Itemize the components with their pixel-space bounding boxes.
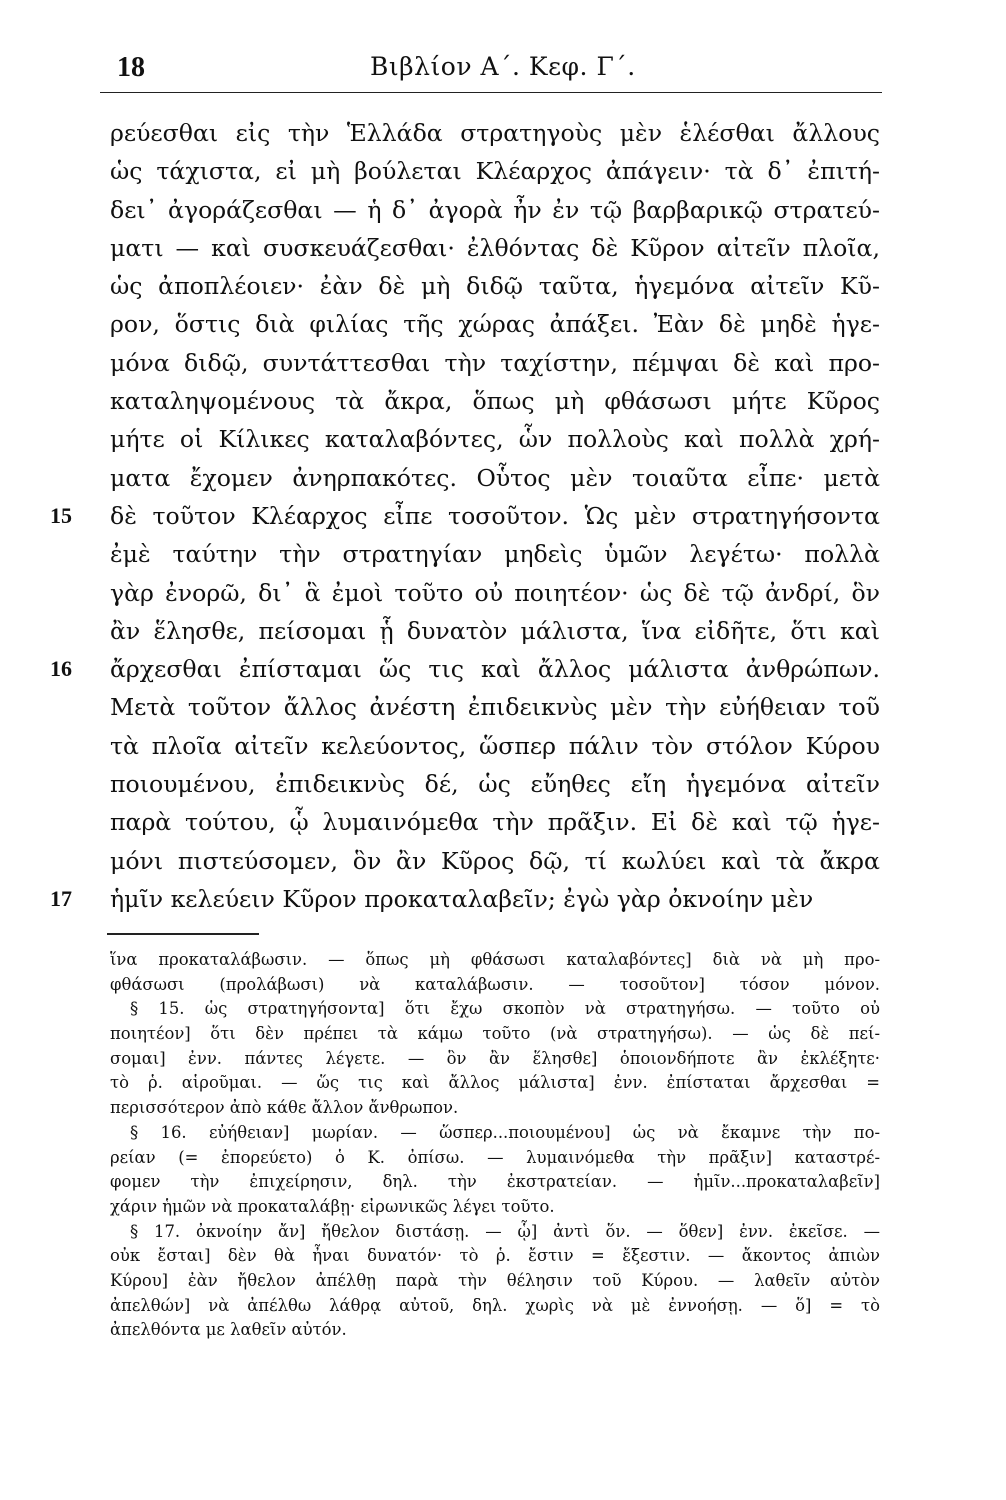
text-line	[110, 114, 880, 152]
text-line	[110, 803, 880, 841]
text-line	[110, 152, 880, 190]
line-text: δει᾽ ἀγοράζεσθαι — ἡ δ᾽ ἀγορὰ ἦν ἐν τῷ βαρβαρικῷ στρατεύ-	[110, 195, 880, 224]
header-rule	[100, 92, 882, 93]
text-line	[110, 382, 880, 420]
running-head	[115, 42, 877, 92]
section-number: 16	[50, 656, 72, 682]
line-text: μόνι πιστεύσομεν, ὃν ἂν Κῦρος δῷ, τί κωλύει καὶ τὰ ἄκρα	[110, 846, 880, 875]
footnotes	[110, 948, 880, 1343]
line-text: ὡς ἀποπλέοιεν· ἐὰν δὲ μὴ διδῷ ταῦτα, ἡγεμόνα αἰτεῖν Κῦ-	[110, 272, 880, 301]
text-line	[110, 574, 880, 612]
running-title: Βιβλίον Α΄. Κεφ. Γ΄.	[370, 52, 636, 81]
text-line	[110, 229, 880, 267]
text-line	[50, 880, 880, 918]
line-text: ποιουμένου, ἐπιδεικνὺς δέ, ὡς εὔηθες εἴη ἡγεμόνα αἰτεῖν	[110, 770, 880, 799]
footnote-line: ρείαν (= ἐπορεύετο) ὁ Κ. ὀπίσω. — λυμαινόμεθα τὴν πρᾶξιν] καταστρέ-	[110, 1147, 880, 1167]
text-line	[110, 727, 880, 765]
line-text: μήτε οἱ Κίλικες καταλαβόντες, ὧν πολλοὺς καὶ πολλὰ χρή-	[110, 425, 880, 454]
text-line	[110, 459, 880, 497]
line-text: μόνα διδῷ, συντάττεσθαι τὴν ταχίστην, πέμψαι δὲ καὶ προ-	[110, 348, 880, 377]
line-text: ρεύεσθαι εἰς τὴν Ἑλλάδα στρατηγοὺς μὲν ἑλέσθαι ἄλλους	[110, 119, 880, 147]
text-line	[110, 191, 880, 229]
footnote-line: φομεν τὴν ἐπιχείρησιν, δηλ. τὴν ἐκστρατείαν. — ἡμῖν...προκαταλαβεῖν]	[110, 1172, 880, 1192]
footnote-line: § 15. ὡς στρατηγήσοντα] ὅτι ἔχω σκοπὸν νὰ στρατηγήσω. — τοῦτο οὐ	[130, 999, 880, 1019]
footnote-rule	[107, 933, 259, 935]
line-text: γὰρ ἐνορῶ, δι᾽ ἃ ἐμοὶ τοῦτο οὐ ποιητέον· ὡς δὲ τῷ ἀνδρί, ὃν	[110, 578, 880, 607]
footnote-line: Κύρου] ἐὰν ἤθελον ἀπέλθῃ παρὰ τὴν θέλησιν τοῦ Κύρου. — λαθεῖν αὐτὸν	[110, 1270, 880, 1290]
line-text: ματι — καὶ συσκευάζεσθαι· ἐλθόντας δὲ Κῦρον αἰτεῖν πλοῖα,	[110, 233, 880, 262]
line-text: ρον, ὅστις διὰ φιλίας τῆς χώρας ἀπάξει. Ἐὰν δὲ μηδὲ ἡγε-	[110, 310, 880, 339]
text-line	[110, 765, 880, 803]
footnote-line: ἀπελθόντα με λαθεῖν αὐτόν.	[110, 1320, 347, 1340]
section-number: 15	[50, 502, 72, 528]
footnote-line: φθάσωσι (προλάβωσι) νὰ καταλάβωσιν. — τοσοῦτον] τόσον μόνον.	[110, 974, 880, 994]
footnote-line: § 16. εὐήθειαν] μωρίαν. — ὥσπερ...ποιουμένου] ὡς νὰ ἔκαμνε τὴν πο-	[130, 1122, 880, 1142]
footnote-line: περισσότερον ἀπὸ κάθε ἄλλον ἄνθρωπον.	[110, 1098, 459, 1118]
line-text: ἡμῖν κελεύειν Κῦρον προκαταλαβεῖν; ἐγὼ γὰρ ὀκνοίην μὲν	[110, 884, 814, 913]
text-line	[110, 267, 880, 305]
line-text: Μετὰ τοῦτον ἄλλος ἀνέστη ἐπιδεικνὺς μὲν τὴν εὐήθειαν τοῦ	[110, 693, 880, 722]
text-line	[110, 535, 880, 573]
line-text: τὰ πλοῖα αἰτεῖν κελεύοντος, ὥσπερ πάλιν τὸν στόλον Κύρου	[110, 731, 880, 760]
footnote-line: § 17. ὀκνοίην ἄν] ἤθελον διστάσῃ. — ᾧ] ἀντὶ ὅν. — ὅθεν] ἐνν. ἐκεῖσε. —	[130, 1221, 880, 1241]
text-line	[110, 842, 880, 880]
footnote-line: ἀπελθών] νὰ ἀπέλθω λάθρᾳ αὐτοῦ, δηλ. χωρὶς νὰ μὲ ἐννοήσῃ. — ὅ] = τὸ	[110, 1295, 880, 1315]
footnote-line: σομαι] ἐνν. πάντες λέγετε. — ὃν ἂν ἕλησθε] ὁποιονδήποτε ἂν ἐκλέξητε·	[110, 1048, 880, 1068]
line-text: ἂν ἕλησθε, πείσομαι ᾗ δυνατὸν μάλιστα, ἵνα εἰδῆτε, ὅτι καὶ	[110, 616, 880, 645]
footnote-line: οὐκ ἔσται] δὲν θὰ ἦναι δυνατόν· τὸ ῥ. ἔστιν = ἔξεστιν. — ἄκοντος ἀπιὼν	[110, 1246, 880, 1266]
footnote-line: ἵνα προκαταλάβωσιν. — ὅπως μὴ φθάσωσι καταλαβόντες] διὰ νὰ μὴ προ-	[110, 950, 880, 969]
text-line	[50, 650, 880, 688]
main-text	[50, 114, 880, 918]
line-text: παρὰ τούτου, ᾧ λυμαινόμεθα τὴν πρᾶξιν. Εἰ δὲ καὶ τῷ ἡγε-	[110, 808, 880, 837]
line-text: ἐμὲ ταύτην τὴν στρατηγίαν μηδεὶς ὑμῶν λεγέτω· πολλὰ	[110, 540, 880, 569]
footnote-line: τὸ ῥ. αἱροῦμαι. — ὥς τις καὶ ἄλλος μάλιστα] ἐνν. ἐπίσταται ἄρχεσθαι =	[110, 1073, 880, 1093]
page-number: 18	[117, 52, 145, 83]
text-line	[110, 344, 880, 382]
line-text: ἄρχεσθαι ἐπίσταμαι ὥς τις καὶ ἄλλος μάλιστα ἀνθρώπων.	[110, 655, 880, 684]
text-line	[110, 305, 880, 343]
text-line	[50, 497, 880, 535]
text-line	[110, 420, 880, 458]
section-number: 17	[50, 885, 72, 911]
footnote-line: χάριν ἡμῶν νὰ προκαταλάβῃ· εἰρωνικῶς λέγει τοῦτο.	[110, 1196, 555, 1216]
text-line	[110, 688, 880, 726]
text-line	[110, 612, 880, 650]
line-text: δὲ τοῦτον Κλέαρχος εἶπε τοσοῦτον. Ὡς μὲν στρατηγήσοντα	[110, 501, 880, 530]
line-text: καταληψομένους τὰ ἄκρα, ὅπως μὴ φθάσωσι μήτε Κῦρος	[110, 387, 880, 416]
line-text: ματα ἔχομεν ἀνηρπακότες. Οὗτος μὲν τοιαῦτα εἶπε· μετὰ	[110, 463, 880, 492]
line-text: ὡς τάχιστα, εἰ μὴ βούλεται Κλέαρχος ἀπάγειν· τὰ δ᾽ ἐπιτή-	[110, 157, 880, 186]
footnote-line: ποιητέον] ὅτι δὲν πρέπει τὰ κάμω τοῦτο (νὰ στρατηγήσω). — ὡς δὲ πεί-	[110, 1024, 880, 1044]
